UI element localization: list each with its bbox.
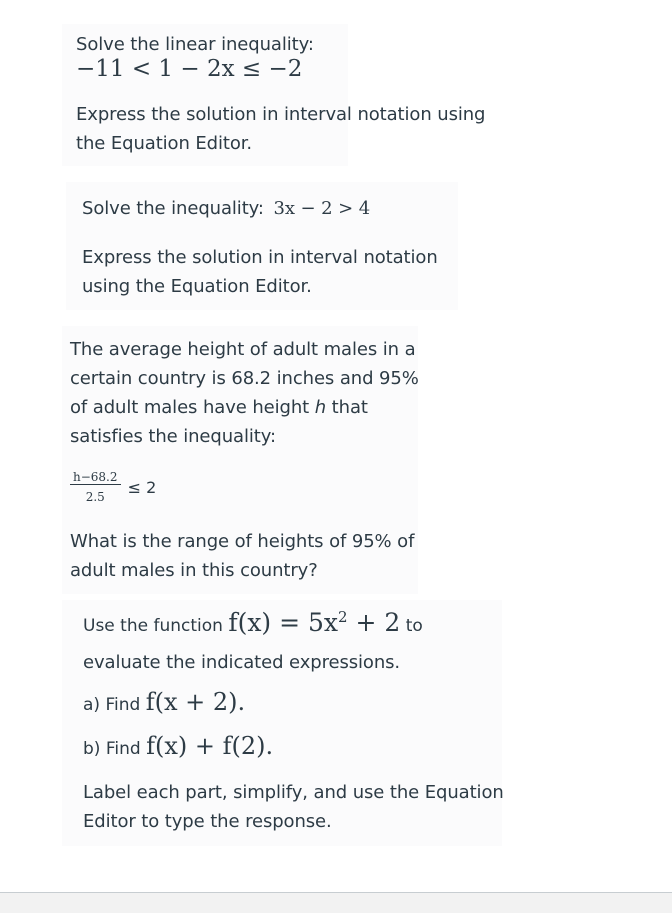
problem-1-instruction-line2: the Equation Editor. — [76, 133, 253, 154]
problem-2-instruction-line1: Express the solution in interval notation — [82, 247, 438, 268]
part-b-expression: f(x) + f(2). — [146, 732, 274, 760]
part-a-expression: f(x + 2). — [145, 688, 246, 716]
problem-4-evaluate: evaluate the indicated expressions. — [83, 652, 401, 673]
problem-3-fraction-inequality — [70, 470, 156, 504]
problem-4-use-suffix: to — [405, 616, 423, 636]
fraction — [70, 470, 121, 504]
problem-1-inequality: −11 < 1 − 2x ≤ −2 — [76, 56, 303, 82]
problem-2-instruction-line2: using the Equation Editor. — [82, 276, 312, 297]
problem-3-line3: of adult males have height h that — [70, 397, 368, 418]
fraction-rhs: ≤ 2 — [127, 477, 157, 497]
problem-1-prompt: Solve the linear inequality: — [76, 34, 314, 55]
problem-4-function: $f(x) = 5x^2 + 2$ — [228, 608, 401, 637]
problem-4-label-line1: Label each part, simplify, and use the Equation — [83, 782, 504, 803]
problem-2-inequality: 3x − 2 > 4 — [273, 198, 371, 219]
problem-3-variable: h — [314, 397, 327, 418]
problem-3-line4: satisfies the inequality: — [70, 426, 276, 447]
problem-4-function-row — [83, 608, 423, 637]
problem-4-label-line2: Editor to type the response. — [83, 811, 332, 832]
fraction-numerator: h−68.2 — [70, 470, 121, 485]
problem-3-line1: The average height of adult males in a — [70, 339, 416, 360]
problem-4-use-prefix: Use the function — [83, 616, 223, 636]
problem-2-prompt: Solve the inequality: — [82, 198, 264, 219]
problem-4-part-b: b) Find f(x) + f(2). — [83, 732, 274, 760]
footer-bar — [0, 892, 672, 913]
problem-3-question-line2: adult males in this country? — [70, 560, 318, 581]
fraction-denominator: 2.5 — [85, 490, 105, 504]
problem-1-instruction-line1: Express the solution in interval notation using — [76, 104, 486, 125]
problem-3-line2: certain country is 68.2 inches and 95% — [70, 368, 419, 389]
problem-3-question-line1: What is the range of heights of 95% of — [70, 531, 415, 552]
problem-2-prompt-row — [82, 194, 370, 223]
problem-4-part-a: a) Find f(x + 2). — [83, 688, 246, 716]
